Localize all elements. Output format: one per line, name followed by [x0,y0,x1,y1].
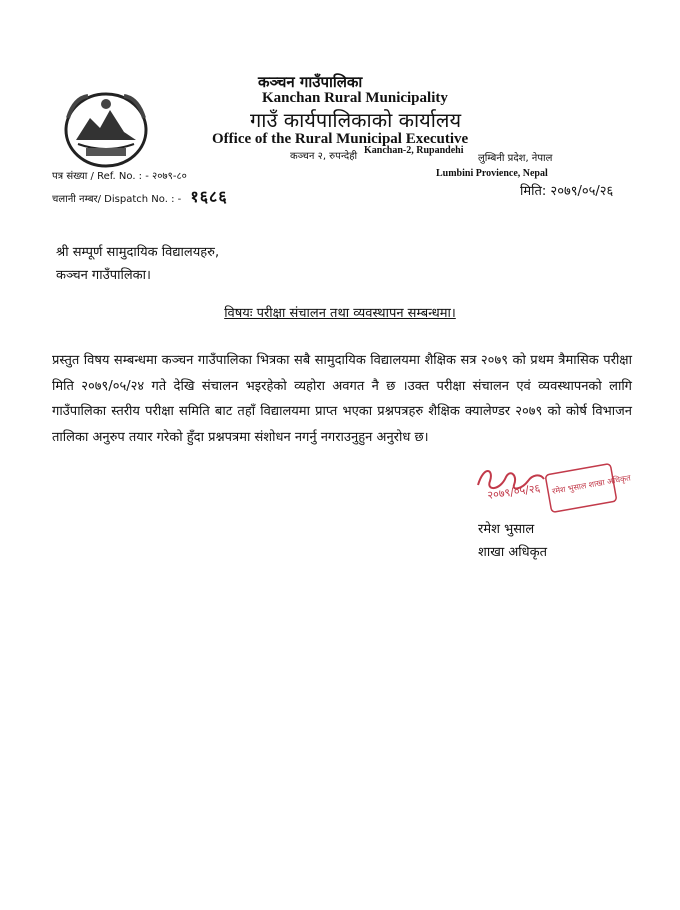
province-np: लुम्बिनी प्रदेश, नेपाल [478,153,553,164]
letter-body: प्रस्तुत विषय सम्बन्धमा कञ्चन गाउँपालिका भित्रका सबै सामुदायिक विद्यालयमा शैक्षिक सत्र २०७९ को प्रथम त्रैमासिक परीक्षा मिति २०७९/०५/२४ गते देखि संचालन भइरहेको व्यहोरा अवगत नै छ ।उक्त परीक्षा संचालन एवं व्यवस्थापनको लागि गाउँपालिका स्तरीय परीक्षा समिति बाट तहाँ विद्यालयमा प्राप्त भएका प्रश्नपत्रहरु शैक्षिक क्यालेण्डर २०७९ को कोर्ष विभाजन तालिका अनुरुप तयार गरेको हुँदा प्रश्नपत्रमा संशोधन नगर्नु नगराउनुहुन अनुरोध छ। [52,353,632,445]
letter-date: मिति: २०७९/०५/२६ [520,184,614,199]
ref-label: पत्र संख्या / Ref. No. : [52,171,143,182]
dispatch-value: १६८६ [190,187,228,206]
reference-number [52,168,187,182]
office-name-en: Office of the Rural Municipal Executive [212,131,469,147]
dispatch-label: चलानी नम्बर/ Dispatch No. : - [52,194,182,205]
dispatch-number [52,185,228,207]
rural-municipality-name-en: Kanchan Rural Municipality [262,90,448,106]
signatory-name: रमेश भुसाल [478,522,535,537]
rural-municipality-name-np: कञ्चन गाउँपालिका [258,73,363,91]
nepal-emblem-icon [58,88,154,172]
address-en: Kanchan-2, Rupandehi [364,145,464,156]
province-en: Lumbini Provience, Nepal [436,168,548,179]
office-name-np: गाउँ कार्यपालिकाको कार्यालय [250,108,462,132]
signature-stamp [470,455,632,515]
recipient-line-2: कञ्चन गाउँपालिका। [56,268,151,283]
seal-text: रमेश भुसाल शाखा अधिकृत [551,473,632,496]
ref-value: - २०७९-८० [145,171,187,182]
address-np: कञ्चन २, रुपन्देही [290,151,358,162]
subject-text: विषयः परीक्षा संचालन तथा व्यवस्थापन सम्बन्धमा। [224,306,456,321]
recipient-line-1: श्री सम्पूर्ण सामुदायिक विद्यालयहरु, [56,245,220,260]
subject-line [0,303,680,321]
signatory-designation: शाखा अधिकृत [478,545,548,560]
handwritten-date: २०७९/०५/२६ [486,481,542,502]
